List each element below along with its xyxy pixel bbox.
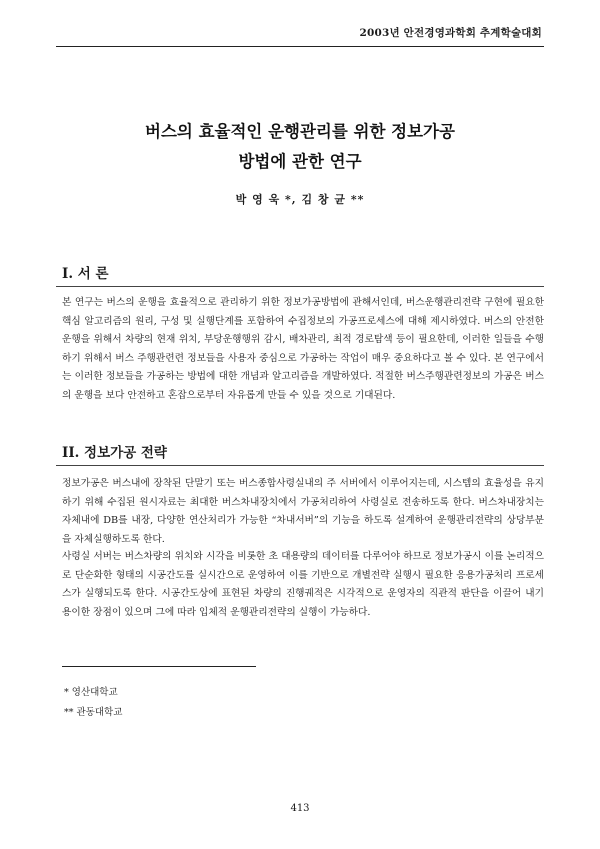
conference-header: 2003년 안전경영과학회 추계학술대회 [359, 27, 542, 39]
footnote-affiliation-1: * 영산대학교 [64, 687, 118, 698]
footnote-rule [62, 666, 256, 667]
paper-title [0, 117, 600, 177]
section-paragraph: 정보가공은 버스내에 장착된 단말기 또는 버스종합사령실내의 주 서버에서 이루어지는데, 시스템의 효율성을 유지하기 위해 수집된 원시자료는 최대한 버스차내장치에서 가공처리하여 사령실로 전송하도록 한다. 버스차내장치는 자체내에 DB를 내장, 다양한 연산처리가 가능한 “차내서버”의 기능을 하도록 설계하여 운행관리전략의 상당부분을 자체실행하도록 한다. [62, 478, 544, 545]
authors: 박 영 욱 *, 김 창 균 ** [235, 193, 365, 206]
section-paragraph: 사령실 서버는 버스차량의 위치와 시각을 비롯한 초 대용량의 데이터를 다루어야 하므로 정보가공시 이를 논리적으로 단순화한 형태의 시공간도를 실시간으로 운영하여 이를 기반으로 개별전략 실행시 필요한 응용가공처리 프로세스가 실행되도록 한다. 시공간도상에 표현된 차량의 진행궤적은 시각적으로 운영자의 직관적 판단을 이끌어 내기 용이한 장점이 있으며 그에 따라 입체적 운행관리전략의 실행이 가능하다. [62, 551, 544, 618]
header-rule [56, 46, 544, 47]
section-rule [56, 286, 544, 287]
section-paragraph: 본 연구는 버스의 운행을 효율적으로 관리하기 위한 정보가공방법에 관해서인데, 버스운행관리전략 구현에 필요한 핵심 알고리즘의 원리, 구성 및 실행단계를 포함하여 수집정보의 가공프로세스에 대해 제시하였다. 버스의 안전한 운행을 위해서 차량의 현재 위치, 부당운행행위 감시, 배차관리, 최적 경로탐색 등이 필요한데, 이러한 일들을 수행하기 위해서 버스 주행관련련 정보들을 사용자 중심으로 가공하는 작업이 매우 중요하다고 볼 수 있다. 본 연구에서는 이러한 정보들을 가공하는 방법에 대한 개념과 알고리즘을 개발하였다. 적절한 버스주행관련정보의 가공은 버스의 운행을 보다 안전하고 혼잡으로부터 자유롭게 만들 수 있을 것으로 기대된다. [62, 297, 544, 401]
section-rule [56, 465, 544, 466]
page-number: 413 [290, 803, 310, 814]
title-line-1: 버스의 효율적인 운행관리를 위한 정보가공 [145, 122, 455, 141]
footnote-affiliation-2: ** 관동대학교 [64, 707, 123, 718]
title-line-2: 방법에 관한 연구 [238, 152, 362, 171]
section-heading-strategy: II. 정보가공 전략 [62, 445, 167, 461]
section-heading-introduction: I. 서 론 [62, 266, 109, 282]
